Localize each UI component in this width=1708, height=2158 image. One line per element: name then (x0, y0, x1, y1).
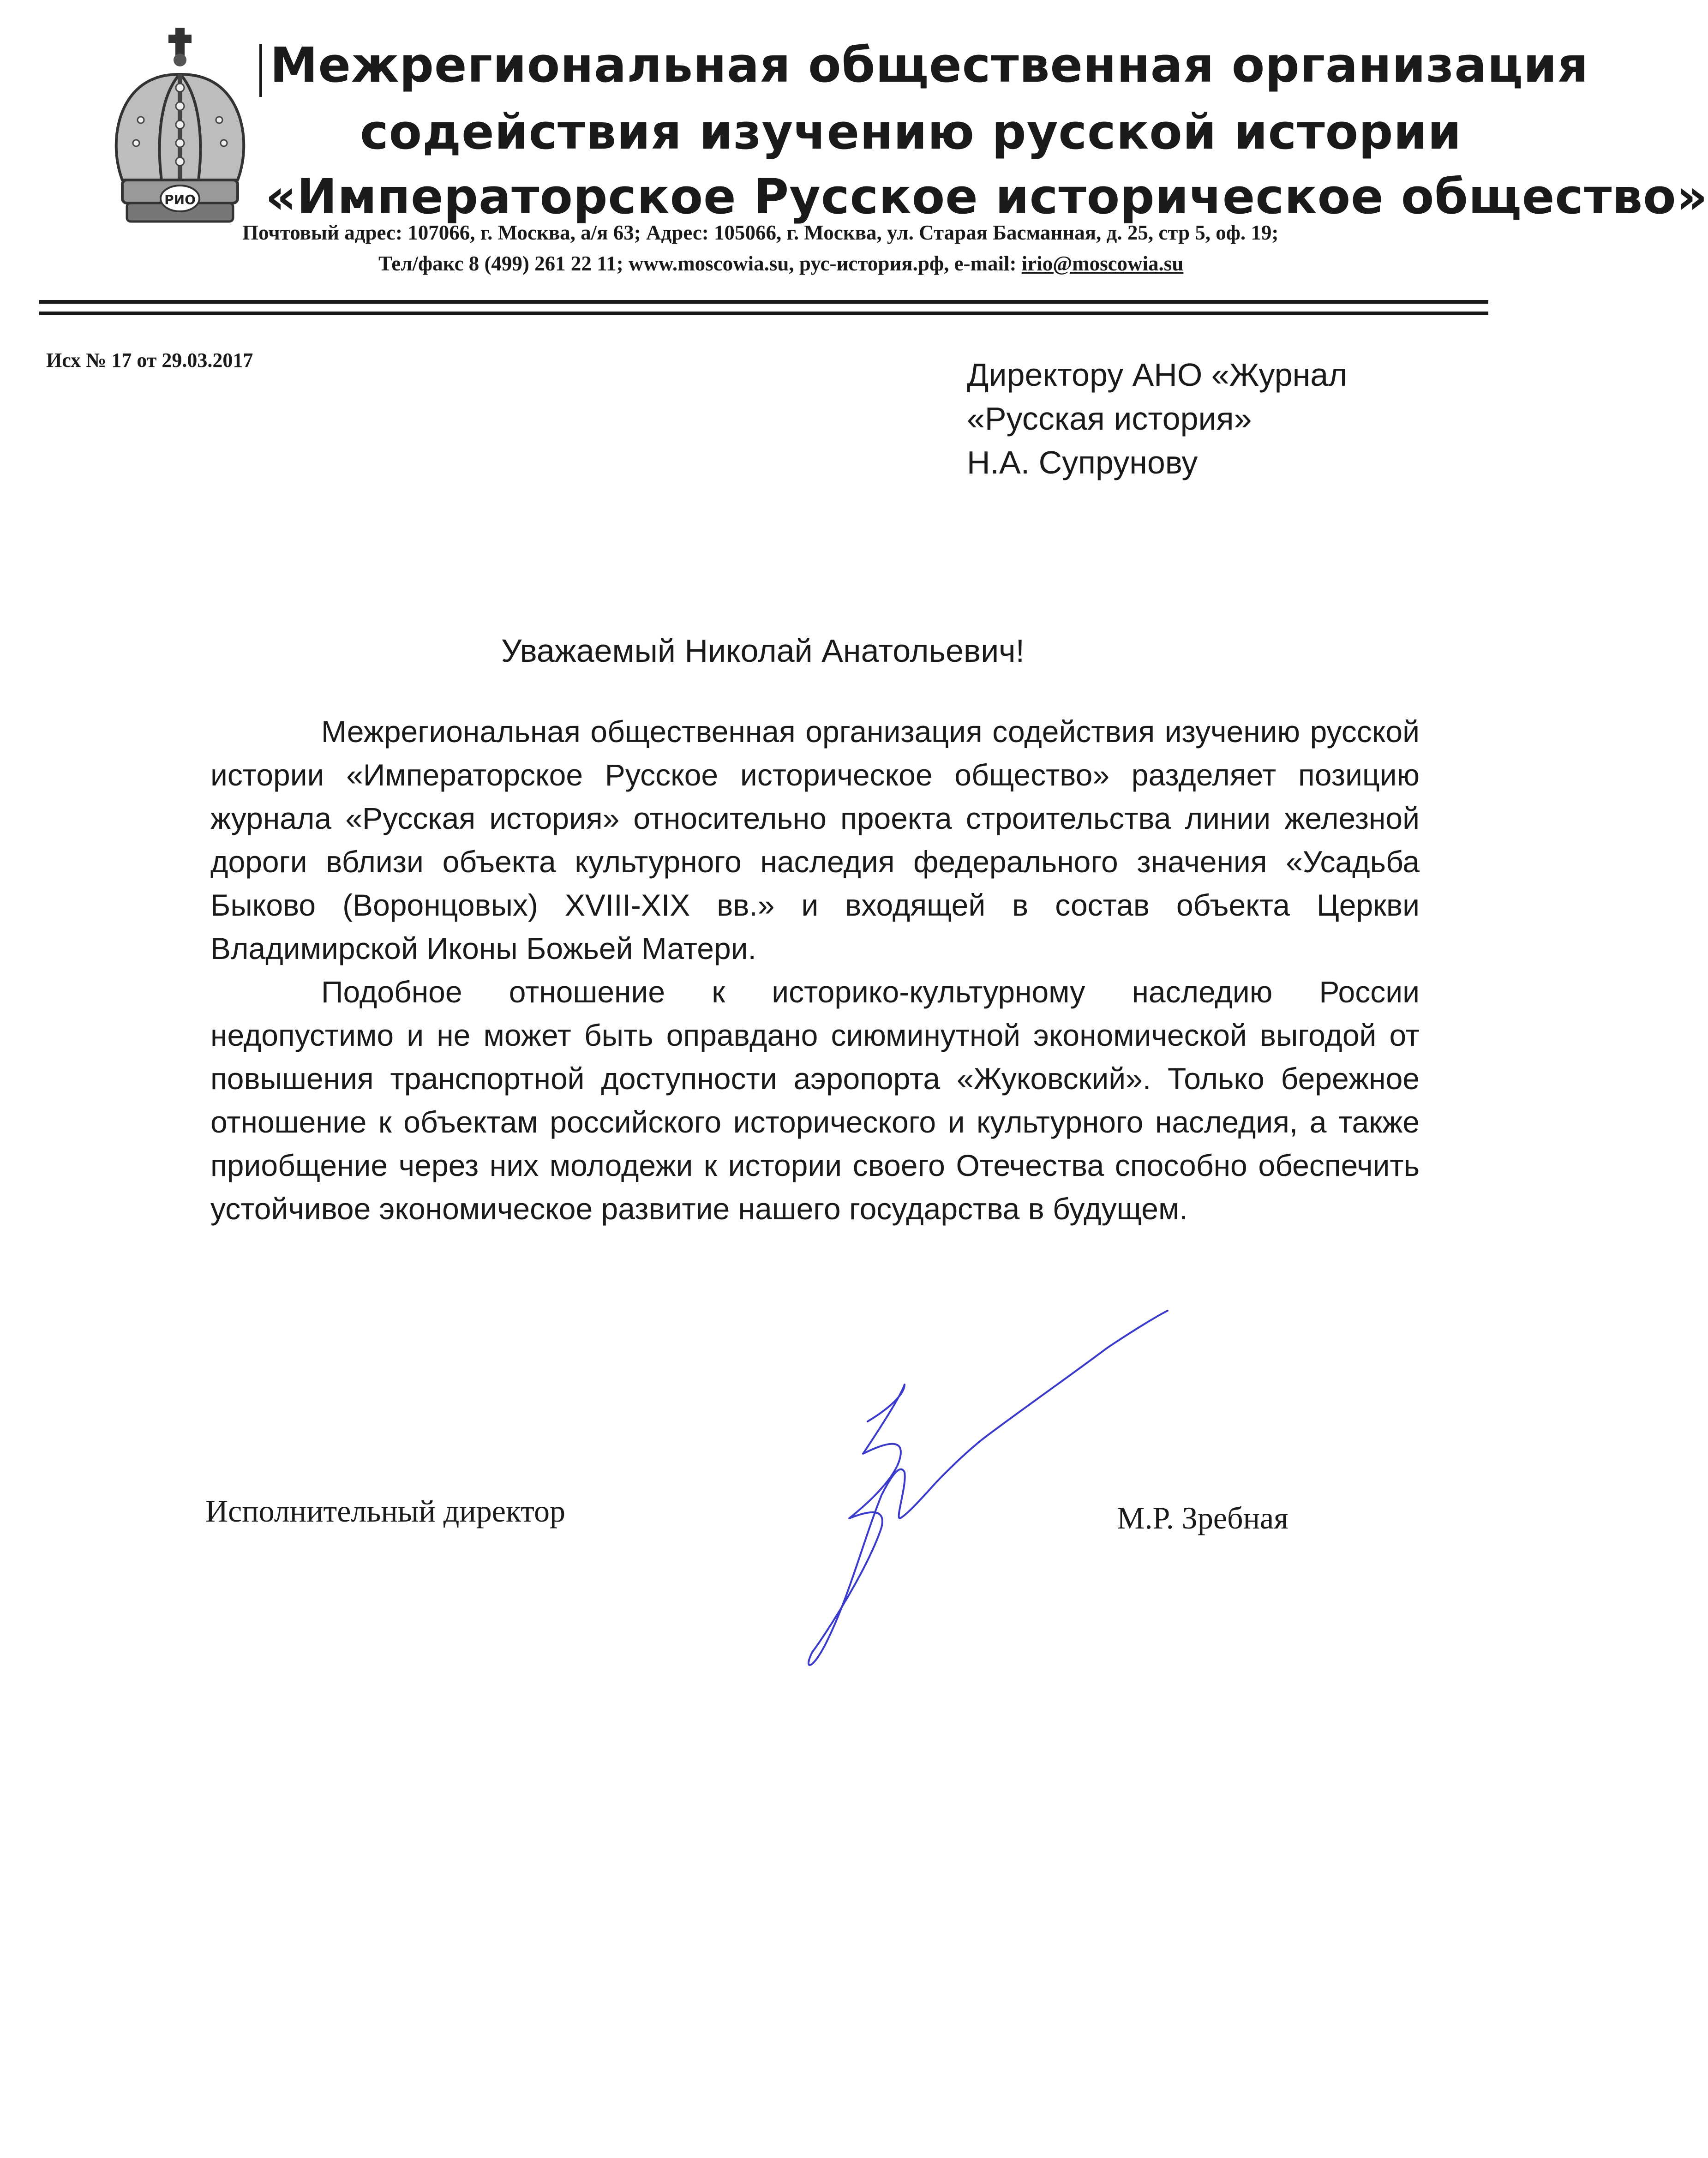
recipient-line-3: Н.А. Супрунову (967, 444, 1198, 480)
org-name-line-2: содействия изучению русской истории (360, 104, 1462, 160)
contact-address: Почтовый адрес: 107066, г. Москва, а/я 63; Адрес: 105066, г. Москва, ул. Старая Басманная, д. 25, стр 5, оф. 19; (242, 221, 1279, 244)
signatory-title: Исполнительный директор (205, 1493, 565, 1529)
crown-emblem-icon (104, 28, 256, 235)
crown-label: РИО (164, 192, 196, 207)
org-name-line-1: Межрегиональная общественная организация (270, 37, 1589, 93)
body-paragraph: Межрегиональная общественная организация содействия изучению русской истории «Императорское Русское историческое общество» разделяет позицию журнала «Русская история» относительно проекта строительства линии железной дороги вблизи объекта культурного наследия федерального значения «Усадьба Быково (Воронцовых) XVIII-XIX вв.» и входящей в состав объекта Церкви Владимирской Иконы Божьей Матери. (210, 714, 1420, 965)
outgoing-number: Исх № 17 от 29.03.2017 (46, 349, 253, 372)
contact-phone-web-text: Тел/факс 8 (499) 261 22 11; www.moscowia.su, рус-история.рф, e-mail: (378, 252, 1022, 275)
letterhead-rule-top (39, 300, 1488, 304)
letter-body (210, 710, 1420, 1230)
handwritten-signature (785, 1301, 1200, 1694)
recipient-line-2: «Русская история» (967, 401, 1252, 437)
body-paragraph: Подобное отношение к историко-культурному наследию России недопустимо и не может быть оправдано сиюминутной экономической выгодой от повышения транспортной доступности аэропорта «Жуковский». Только бережное отношение к объектам российского исторического и культурного наследия, а также приобщение через них молодежи к истории своего Отечества способно обеспечить устойчивое экономическое развитие нашего государства в будущем. (210, 975, 1420, 1226)
salutation: Уважаемый Николай Анатольевич! (501, 633, 1025, 669)
signatory-name: М.Р. Зребная (1117, 1500, 1288, 1535)
recipient-block (967, 353, 1347, 485)
letterhead-divider (259, 44, 262, 97)
letterhead (0, 0, 1708, 323)
org-name-line-3: «Императорское Русское историческое общество» (265, 168, 1708, 225)
letterhead-rule-bottom (39, 312, 1488, 315)
recipient-line-1: Директору АНО «Журнал (967, 357, 1348, 393)
contact-email-link[interactable]: irio@moscowia.su (1021, 252, 1184, 275)
contact-phone-web (378, 252, 1183, 276)
